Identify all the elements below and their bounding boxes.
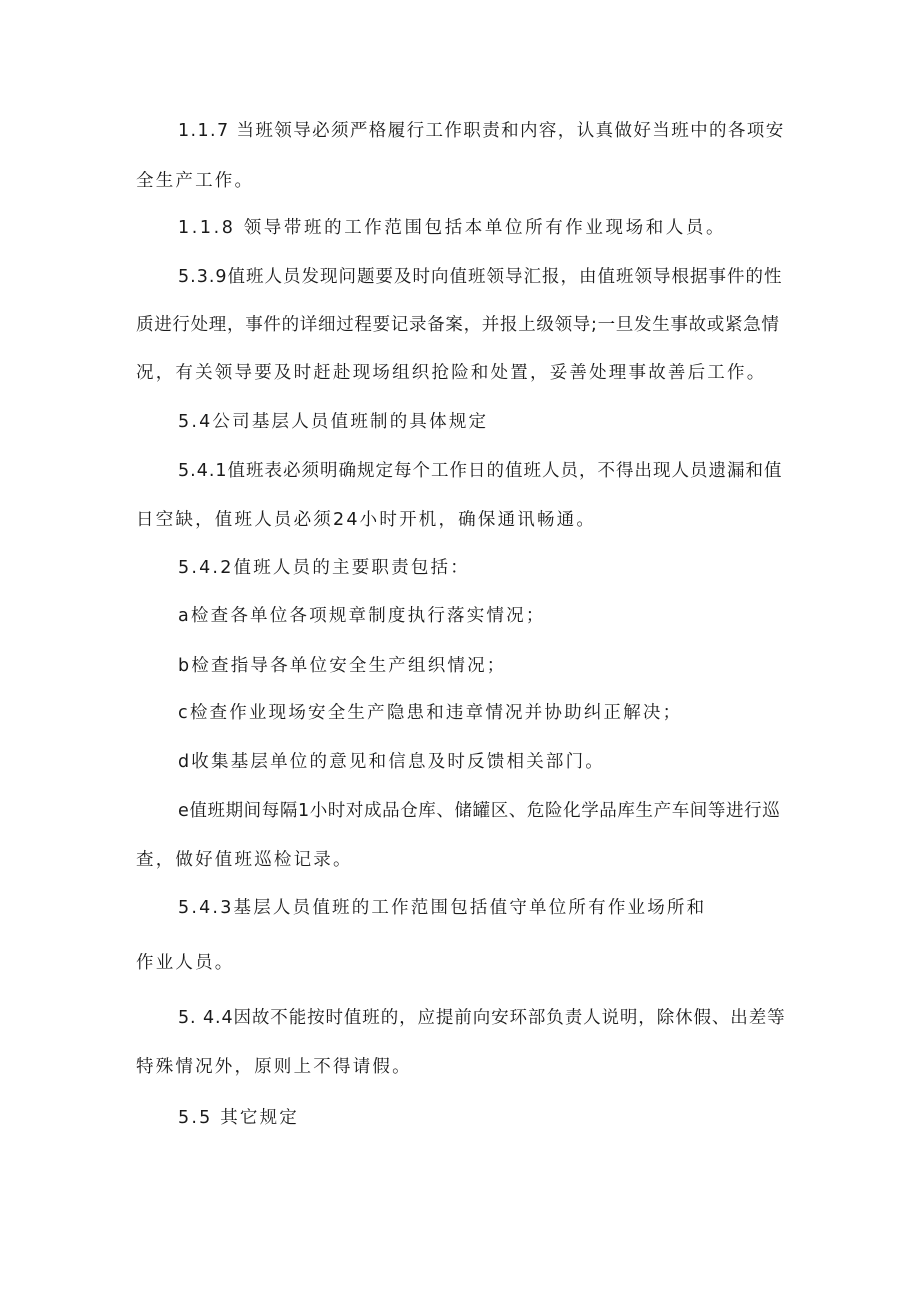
list-item-a: a检查各单位各项规章制度执行落实情况； [178, 606, 546, 626]
para-5-4-1-line-1: 5.4.1值班表必须明确规定每个工作日的值班人员，不得出现人员遗漏和值 [178, 461, 783, 481]
list-item-c: c检查作业现场安全生产隐患和违章情况并协助纠正解决； [178, 703, 683, 723]
para-1-1-7-line-2: 全生产工作。 [136, 171, 255, 191]
para-5-3-9-line-3: 况，有关领导要及时赶赴现场组织抢险和处置，妥善处理事故善后工作。 [136, 363, 767, 383]
para-5-4-3-line-1: 5.4.3基层人员值班的工作范围包括值守单位所有作业场所和 [178, 898, 707, 918]
section-5-5-heading: 5.5 其它规定 [178, 1108, 299, 1128]
section-5-4-heading: 5.4公司基层人员值班制的具体规定 [178, 412, 489, 432]
para-1-1-8-line-1: 1.1.8 领导带班的工作范围包括本单位所有作业现场和人员。 [178, 218, 727, 238]
list-item-e-line-2: 查，做好值班巡检记录。 [136, 850, 353, 870]
para-5-4-2-line-1: 5.4.2值班人员的主要职责包括： [178, 558, 470, 578]
para-5-4-4-line-2: 特殊情况外，原则上不得请假。 [136, 1057, 412, 1077]
para-5-4-1-line-2: 日空缺，值班人员必须24小时开机，确保通讯畅通。 [136, 510, 597, 530]
para-5-3-9-line-2: 质进行处理，事件的详细过程要记录备案，并报上级领导;一旦发生事故或紧急情 [136, 315, 780, 335]
para-5-4-4-line-1: 5. 4.4因故不能按时值班的，应提前向安环部负责人说明，除休假、出差等 [178, 1008, 786, 1028]
para-5-3-9-line-1: 5.3.9值班人员发现问题要及时向值班领导汇报，由值班领导根据事件的性 [178, 267, 783, 287]
para-1-1-7-line-1: 1.1.7 当班领导必须严格履行工作职责和内容，认真做好当班中的各项安 [178, 121, 785, 141]
list-item-b: b检查指导各单位安全生产组织情况； [178, 656, 507, 676]
list-item-d: d收集基层单位的意见和信息及时反馈相关部门。 [178, 752, 606, 772]
list-item-e-line-1: e值班期间每隔1小时对成品仓库、储罐区、危险化学品库生产车间等进行巡 [178, 801, 781, 821]
para-5-4-3-line-2: 作业人员。 [136, 953, 235, 973]
